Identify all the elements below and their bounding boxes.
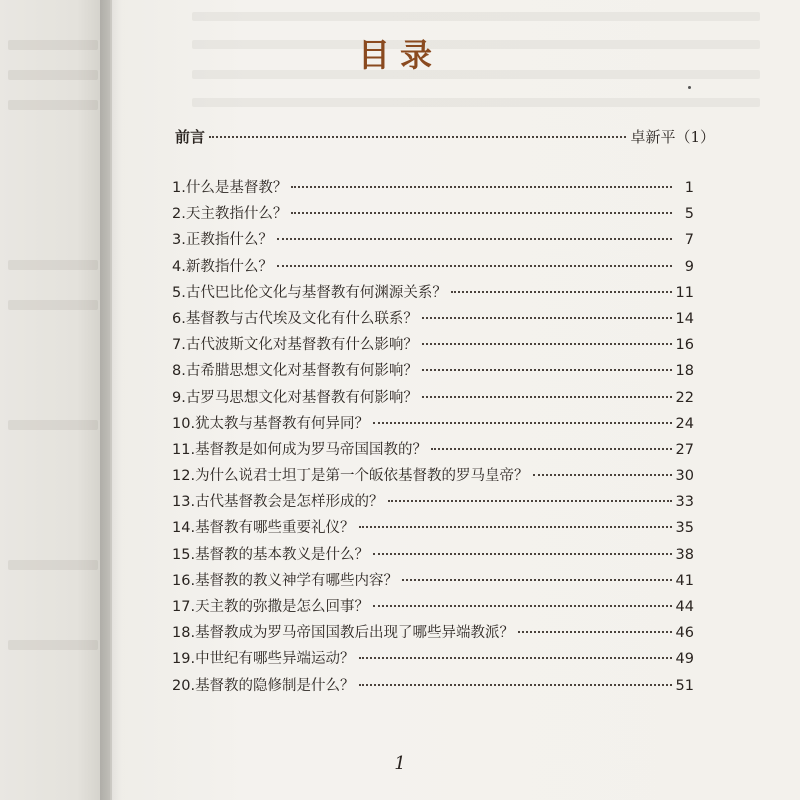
entry-page: 33	[675, 494, 694, 511]
toc-entry[interactable]	[172, 359, 694, 385]
toc-entry[interactable]	[172, 674, 694, 700]
entry-title: 什么是基督教？	[185, 180, 288, 196]
entry-page: 7	[684, 232, 694, 249]
entry-number: 12.	[172, 468, 196, 485]
bleed-line	[192, 12, 760, 21]
leader-dots	[373, 422, 671, 424]
entry-title: 新教指什么？	[185, 258, 273, 275]
entry-title: 犹太教与基督教有何异同？	[195, 415, 370, 432]
toc-entry[interactable]	[172, 595, 694, 621]
entry-page: 41	[675, 572, 694, 589]
left-page	[0, 0, 110, 800]
entry-title: 基督教成为罗马帝国国教后出现了哪些异端教派？	[195, 625, 515, 642]
preface-author: 卓新平（1）	[630, 128, 715, 146]
entry-page: 44	[675, 599, 694, 615]
bleed-line	[8, 260, 98, 270]
entry-title: 正教指什么？	[185, 232, 273, 249]
toc-list	[172, 176, 694, 700]
toc-entry[interactable]	[172, 281, 694, 307]
entry-number: 9.	[172, 389, 186, 406]
entry-page: 27	[675, 441, 694, 458]
leader-dots	[422, 343, 672, 345]
bleed-line	[8, 100, 98, 110]
entry-title: 基督教有哪些重要礼仪？	[195, 520, 355, 537]
entry-number: 5.	[172, 284, 186, 301]
preface-label: 前言	[175, 128, 206, 146]
toc-entry[interactable]	[172, 569, 694, 595]
toc-entry[interactable]	[172, 255, 694, 281]
entry-title: 基督教的基本教义是什么？	[195, 546, 370, 563]
bleed-line	[8, 300, 98, 310]
leader-dots	[373, 553, 671, 555]
leader-dots	[359, 526, 672, 528]
entry-title: 古代基督教会是怎样形成的？	[195, 494, 384, 511]
leader-dots	[422, 369, 672, 371]
leader-dots	[422, 396, 672, 398]
entry-number: 6.	[172, 310, 186, 327]
entry-page: 35	[675, 520, 694, 537]
leader-dots	[533, 474, 672, 476]
entry-page: 38	[675, 546, 694, 563]
entry-number: 10.	[172, 415, 196, 432]
page-number: 1	[394, 753, 406, 774]
leader-dots	[291, 212, 672, 214]
leader-dots	[359, 684, 672, 686]
entry-number: 4.	[172, 258, 186, 275]
entry-title: 基督教的隐修制是什么？	[195, 677, 355, 694]
entry-number: 18.	[172, 625, 196, 642]
entry-number: 8.	[172, 363, 186, 380]
entry-title: 天主教的弥撒是怎么回事？	[195, 599, 370, 615]
leader-dots	[422, 317, 672, 319]
toc-entry[interactable]	[172, 412, 694, 438]
entry-number: 20.	[172, 677, 196, 694]
toc-entry[interactable]	[172, 464, 694, 490]
leader-dots	[451, 291, 672, 293]
book-spine-shadow	[100, 0, 122, 800]
bleed-line	[8, 640, 98, 650]
entry-page: 49	[675, 651, 694, 668]
entry-number: 17.	[172, 599, 196, 615]
bleed-line	[192, 98, 760, 107]
entry-number: 3.	[172, 232, 186, 249]
toc-entry[interactable]	[172, 543, 694, 569]
entry-title: 基督教与古代埃及文化有什么联系？	[185, 310, 418, 327]
entry-page: 5	[684, 206, 694, 223]
entry-title: 基督教是如何成为罗马帝国国教的？	[195, 441, 428, 458]
entry-title: 古代巴比伦文化与基督教有何渊源关系？	[185, 284, 447, 301]
entry-title: 古代波斯文化对基督教有什么影响？	[185, 337, 418, 354]
entry-page: 30	[675, 468, 694, 485]
leader-dots	[518, 631, 671, 633]
entry-page: 24	[675, 415, 694, 432]
entry-number: 13.	[172, 494, 196, 511]
toc-entry[interactable]	[172, 438, 694, 464]
page-title: 目录	[357, 36, 442, 74]
toc-entry[interactable]	[172, 386, 694, 412]
entry-title: 基督教的教义神学有哪些内容？	[195, 572, 399, 589]
bleed-line	[8, 560, 98, 570]
toc-entry[interactable]	[172, 333, 694, 359]
preface-entry[interactable]	[175, 126, 715, 147]
entry-number: 14.	[172, 520, 196, 537]
entry-number: 2.	[172, 206, 186, 223]
entry-page: 1	[684, 180, 694, 196]
speck	[688, 86, 691, 89]
leader-dots	[359, 657, 672, 659]
entry-number: 16.	[172, 572, 196, 589]
entry-page: 22	[675, 389, 694, 406]
toc-entry[interactable]	[172, 647, 694, 673]
entry-title: 天主教指什么？	[185, 206, 288, 223]
leader-dots	[277, 265, 672, 267]
entry-title: 古希腊思想文化对基督教有何影响？	[185, 363, 418, 380]
toc-entry[interactable]	[172, 621, 694, 647]
entry-title: 为什么说君士坦丁是第一个皈依基督教的罗马皇帝？	[195, 468, 529, 485]
entry-number: 1.	[172, 180, 186, 196]
toc-entry[interactable]	[172, 307, 694, 333]
leader-dots	[373, 605, 671, 607]
leader-dots	[209, 136, 626, 138]
entry-number: 15.	[172, 546, 196, 563]
toc-entry[interactable]	[172, 176, 694, 202]
entry-page: 46	[675, 625, 694, 642]
toc-entry[interactable]	[172, 228, 694, 254]
entry-title: 中世纪有哪些异端运动？	[195, 651, 355, 668]
entry-number: 11.	[172, 441, 196, 458]
toc-entry[interactable]	[172, 490, 694, 516]
toc-entry[interactable]	[172, 202, 694, 228]
leader-dots	[277, 238, 672, 240]
entry-page: 9	[684, 258, 694, 275]
entry-number: 19.	[172, 651, 196, 668]
leader-dots	[402, 579, 671, 581]
leader-dots	[431, 448, 671, 450]
bleed-line	[8, 420, 98, 430]
entry-number: 7.	[172, 337, 186, 354]
leader-dots	[388, 500, 672, 502]
toc-entry[interactable]	[172, 516, 694, 542]
entry-title: 古罗马思想文化对基督教有何影响？	[185, 389, 418, 406]
entry-page: 14	[675, 310, 694, 327]
leader-dots	[291, 186, 672, 188]
entry-page: 16	[675, 337, 694, 354]
entry-page: 11	[675, 284, 694, 301]
entry-page: 18	[675, 363, 694, 380]
entry-page: 51	[675, 677, 694, 694]
